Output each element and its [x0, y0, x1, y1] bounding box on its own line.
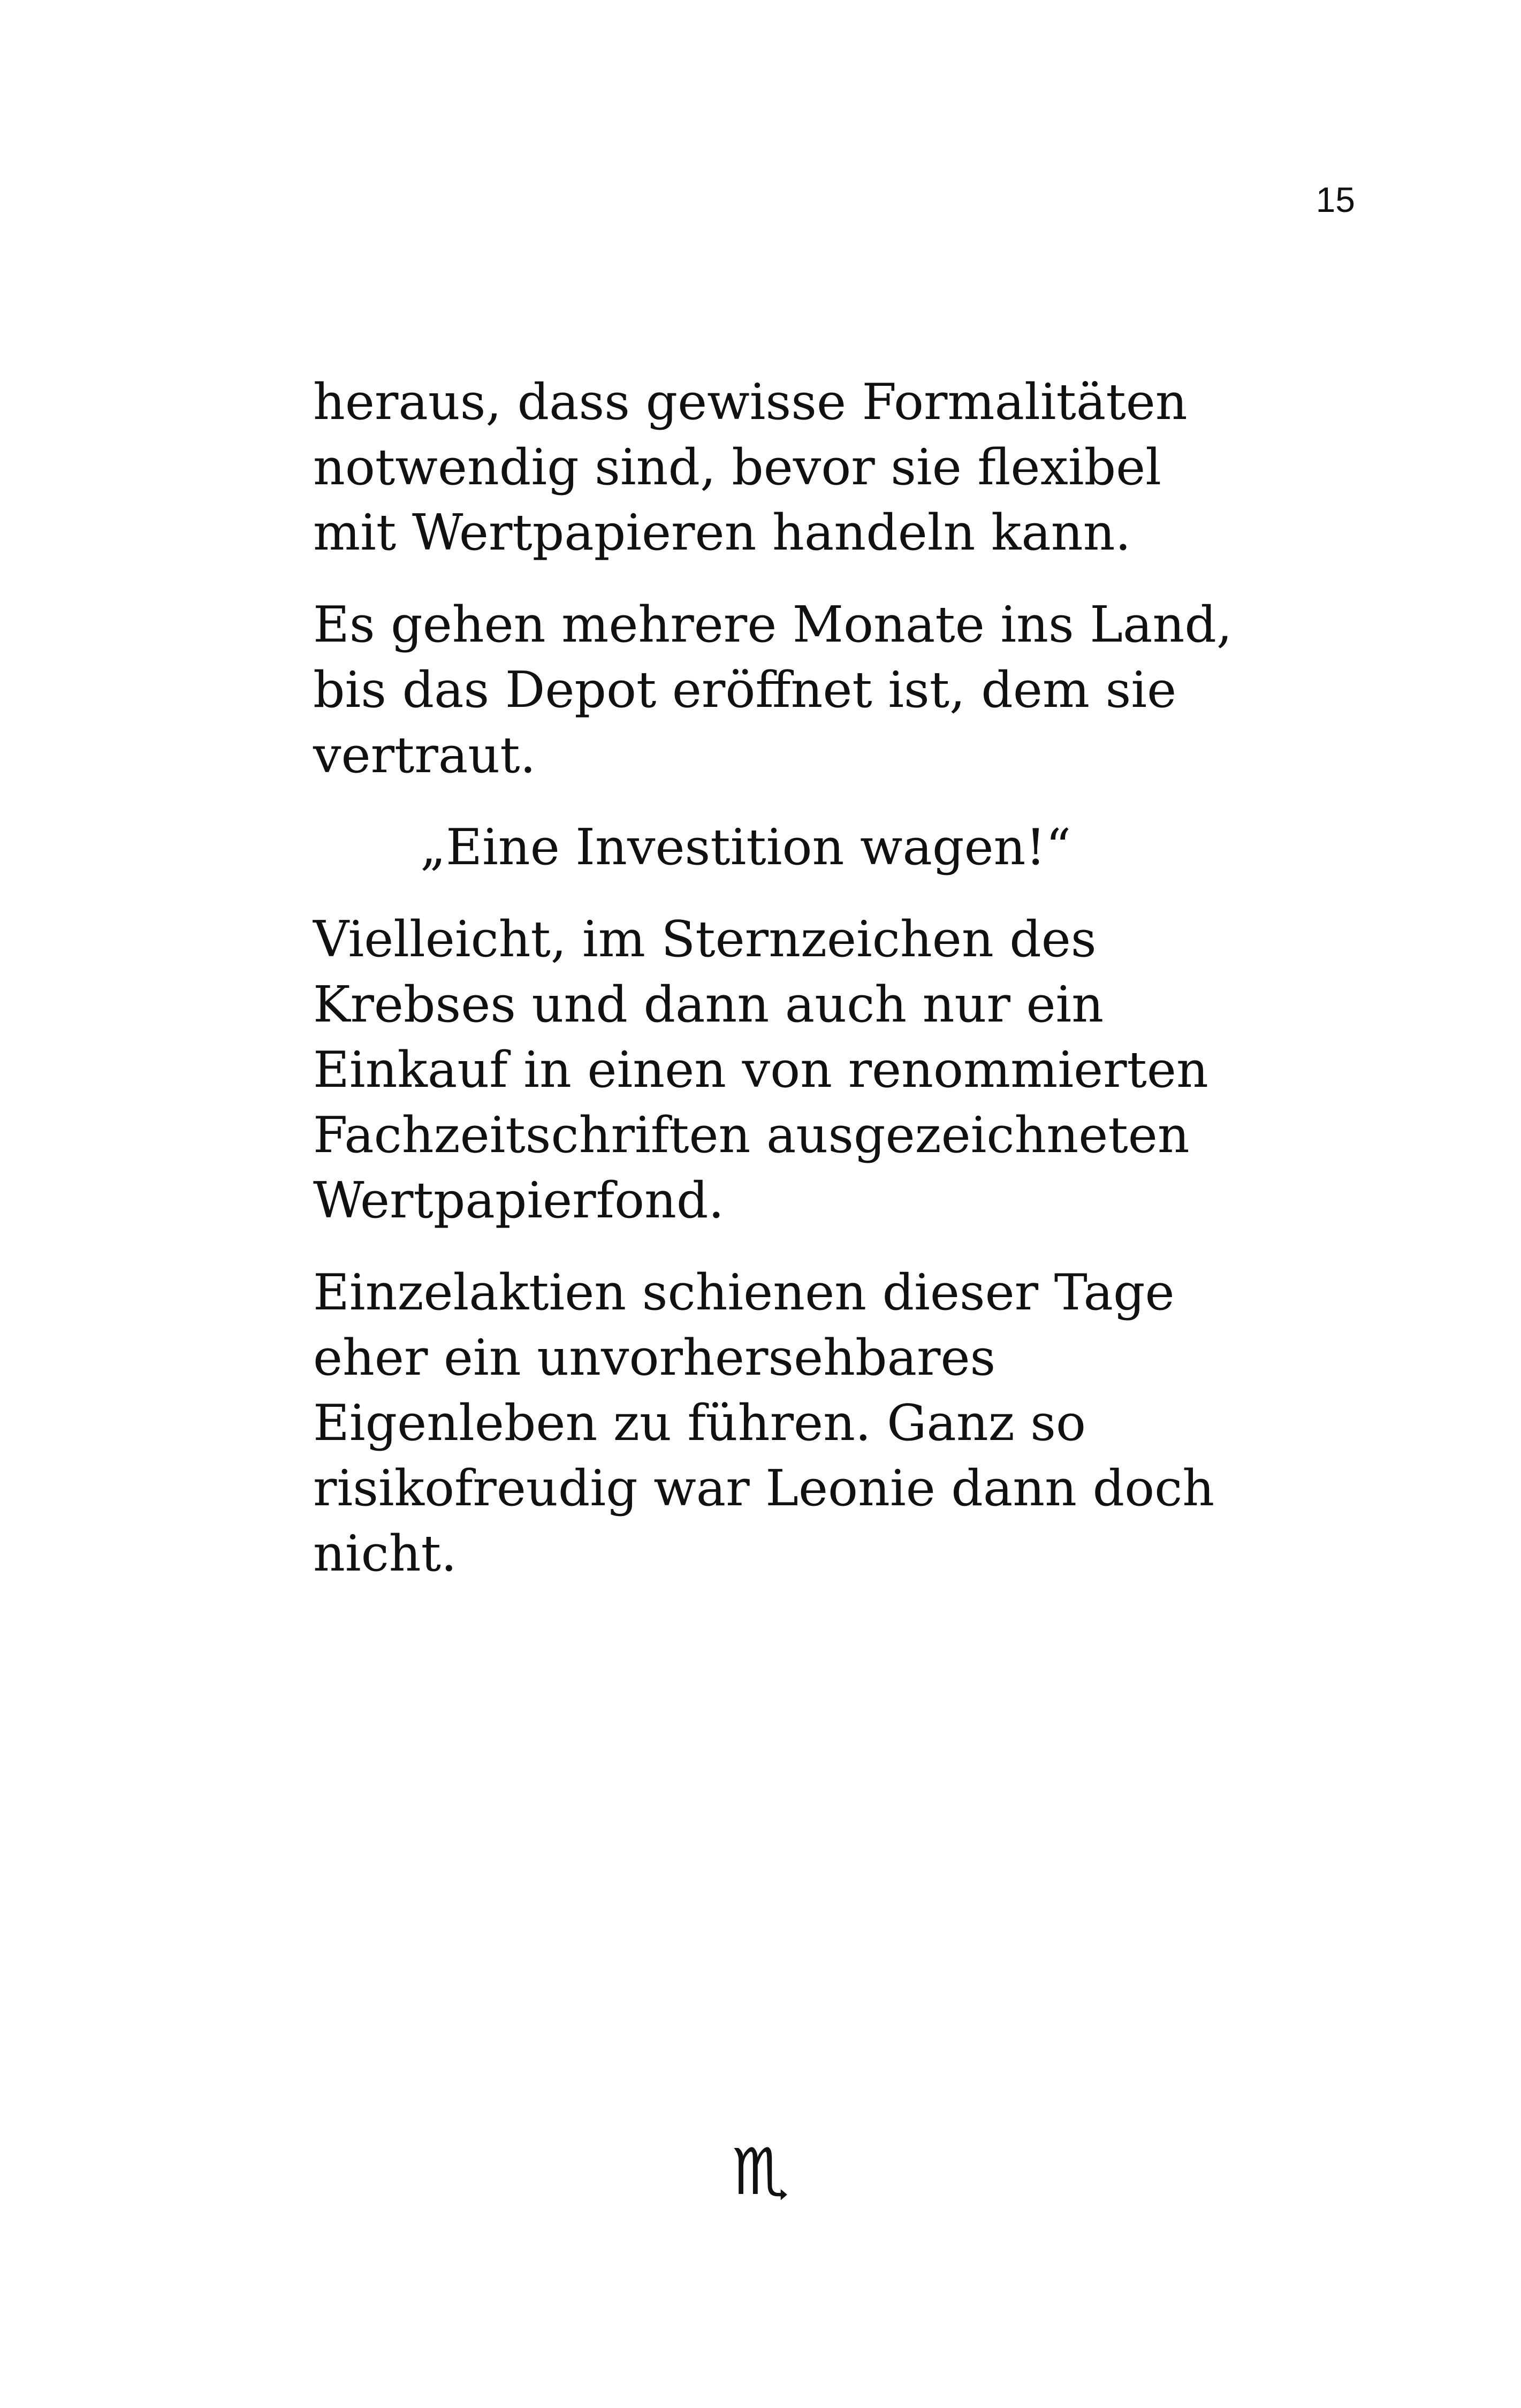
text-line: Einkauf in einen von renommierten — [313, 1041, 1208, 1099]
paragraph — [313, 1260, 1276, 1586]
text-line: vertraut. — [313, 726, 536, 784]
text-line: notwendig sind, bevor sie flexibel — [313, 438, 1161, 496]
scorpio-zodiac-icon: ♏ — [732, 2135, 789, 2209]
text-line: bis das Depot eröffnet ist, dem sie — [313, 661, 1177, 719]
body-text — [313, 369, 1276, 1613]
text-line: eher ein unvorhersehbares — [313, 1329, 996, 1386]
paragraph — [313, 592, 1276, 788]
paragraph — [313, 369, 1276, 565]
text-line: Es gehen mehrere Monate ins Land, — [313, 596, 1233, 653]
quote-paragraph — [313, 814, 1276, 880]
text-line: „Eine Investition wagen!“ — [420, 818, 1071, 876]
text-line: Krebses und dann auch nur ein — [313, 976, 1104, 1033]
text-line: risikofreudig war Leonie dann doch — [313, 1459, 1215, 1517]
text-line: Vielleicht, im Sternzeichen des — [313, 910, 1097, 968]
text-line: nicht. — [313, 1525, 457, 1582]
text-line: heraus, dass gewisse Formalitäten — [313, 373, 1188, 431]
text-line: Wertpapierfond. — [313, 1171, 725, 1229]
paragraph — [313, 906, 1276, 1233]
text-line: Fachzeitschriften ausgezeichneten — [313, 1106, 1190, 1164]
text-line: Eigenleben zu führen. Ganz so — [313, 1394, 1086, 1452]
text-line: mit Wertpapieren handeln kann. — [313, 504, 1131, 561]
text-line: Einzelaktien schienen dieser Tage — [313, 1263, 1175, 1321]
page-number: 15 — [1315, 180, 1355, 219]
